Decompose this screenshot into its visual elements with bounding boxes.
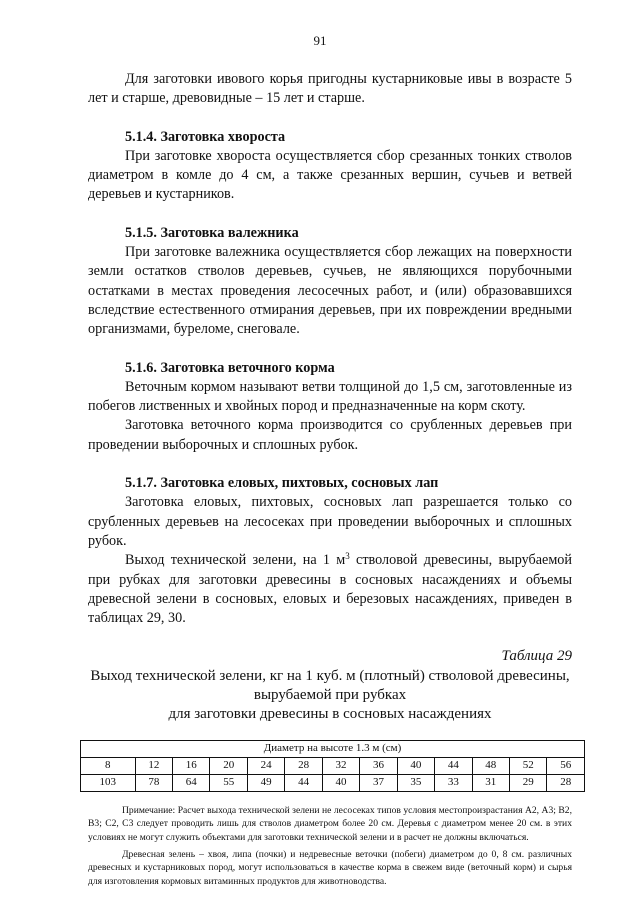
table-cell: 64 xyxy=(173,774,210,791)
section-5-1-4-heading: 5.1.4. Заготовка хвороста xyxy=(125,128,286,145)
section-5-1-5-text: При заготовке валежника осуществляется сбор лежащих на поверхности земли остатков стволов деревьев, сучьев, не являющихся порубочными остатками в местах проведения лесосечных работ, и (или) образовавшихся вследствие естественного отмирания деревьев, при их повреждении вредными организмами, буреломе, снеговале. xyxy=(88,244,572,338)
section-5-1-4-text: При заготовке хвороста осуществляется сбор срезанных тонких стволов диаметром в комле до 4 см, а также срезанных вершин, сучьев и ветвей деревьев и кустарников. xyxy=(88,147,572,203)
table-cell: 20 xyxy=(210,757,247,774)
table-cell: 40 xyxy=(397,757,434,774)
table-cell: 44 xyxy=(435,757,472,774)
table-cell: 32 xyxy=(322,757,359,774)
table-cell: 49 xyxy=(247,774,284,791)
table-cell: 52 xyxy=(509,757,546,774)
table-cell: 28 xyxy=(547,774,585,791)
table-caption-line: Выход технической зелени, кг на 1 куб. м (плотный) стволовой древесины, xyxy=(90,667,570,684)
table-cell: 55 xyxy=(210,774,247,791)
table-cell: 31 xyxy=(472,774,509,791)
section-5-1-6-heading: 5.1.6. Заготовка веточного корма xyxy=(125,359,335,376)
section-5-1-6-text-2: Заготовка веточного корма производится со срубленных деревьев при проведении выборочных и сплошных рубок. xyxy=(88,417,572,453)
table-header-cell: Диаметр на высоте 1.3 м (см) xyxy=(81,740,585,757)
table-cell: 78 xyxy=(135,774,172,791)
table-caption-line: вырубаемой при рубках xyxy=(253,686,407,703)
cubic-superscript: 3 xyxy=(345,551,350,562)
table-cell: 103 xyxy=(81,774,136,791)
note-paragraph-2: Древесная зелень – хвоя, липа (почки) и недревесные веточки (побеги) диаметром до 0, 8 см. различных древесных и кустарниковых пород, могут использоваться в качестве корма в свежем виде (веточный корм) и сырья для изготовления кормовых витаминных продуктов для животноводства. xyxy=(88,848,572,887)
table-caption xyxy=(88,667,572,724)
note-paragraph-1: Примечание: Расчет выхода технической зелени не лесосеках типов условия местопроизрастания А2, А3; В2, В3; С2, С3 следует проводить лишь для стволов диаметром более 20 см. Деревья с диаметром менее 20 см. в этих условиях не могут служить объектами для заготовки технической зелени и в расчет не должны включаться. xyxy=(88,804,572,843)
table-cell: 56 xyxy=(547,757,585,774)
table-cell: 29 xyxy=(509,774,546,791)
table-label: Таблица 29 xyxy=(501,648,572,665)
section-5-1-7-text-1: Заготовка еловых, пихтовых, сосновых лап разрешается только со срубленных деревьев на лесосеках при проведении выборочных и сплошных рубок. xyxy=(88,494,572,549)
table-cell: 36 xyxy=(360,757,397,774)
table-row-yields xyxy=(81,774,585,791)
table-cell: 16 xyxy=(173,757,210,774)
table-cell: 35 xyxy=(397,774,434,791)
table-cell: 37 xyxy=(360,774,397,791)
table-notes xyxy=(88,804,572,888)
document-body xyxy=(88,70,572,888)
table-header-row xyxy=(81,740,585,757)
section-5-1-7-text-2 xyxy=(88,551,572,628)
table-row-diameters xyxy=(81,757,585,774)
section-5-1-7-heading: 5.1.7. Заготовка еловых, пихтовых, сосновых лап xyxy=(125,475,439,492)
table-cell: 12 xyxy=(135,757,172,774)
table-cell: 33 xyxy=(435,774,472,791)
table-caption-line: для заготовки древесины в сосновых насаждениях xyxy=(168,705,492,722)
table-cell: 24 xyxy=(247,757,284,774)
section-5-1-6-text-1: Веточным кормом называют ветви толщиной до 1,5 см, заготовленные из побегов лиственных и хвойных пород и предназначенные на корм скоту. xyxy=(88,378,572,415)
table-cell: 28 xyxy=(285,757,322,774)
table-cell: 48 xyxy=(472,757,509,774)
greenery-yield-table xyxy=(80,740,585,792)
page-number: 91 xyxy=(313,33,327,48)
text-part: стволовой древесины, вырубаемой при рубках для заготовки древесины в сосновых насаждениях и объемы древесной зелени в сосновых, еловых и березовых насаждениях, приведен в таблицах 29, 30. xyxy=(88,552,572,627)
table-cell: 8 xyxy=(81,757,136,774)
table-cell: 44 xyxy=(285,774,322,791)
intro-paragraph: Для заготовки ивового корья пригодны кустарниковые ивы в возрасте 5 лет и старше, древовидные – 15 лет и старше. xyxy=(88,71,572,107)
text-part: Выход технической зелени, на 1 м xyxy=(125,552,346,569)
table-cell: 40 xyxy=(322,774,359,791)
section-5-1-5-heading: 5.1.5. Заготовка валежника xyxy=(125,224,299,241)
